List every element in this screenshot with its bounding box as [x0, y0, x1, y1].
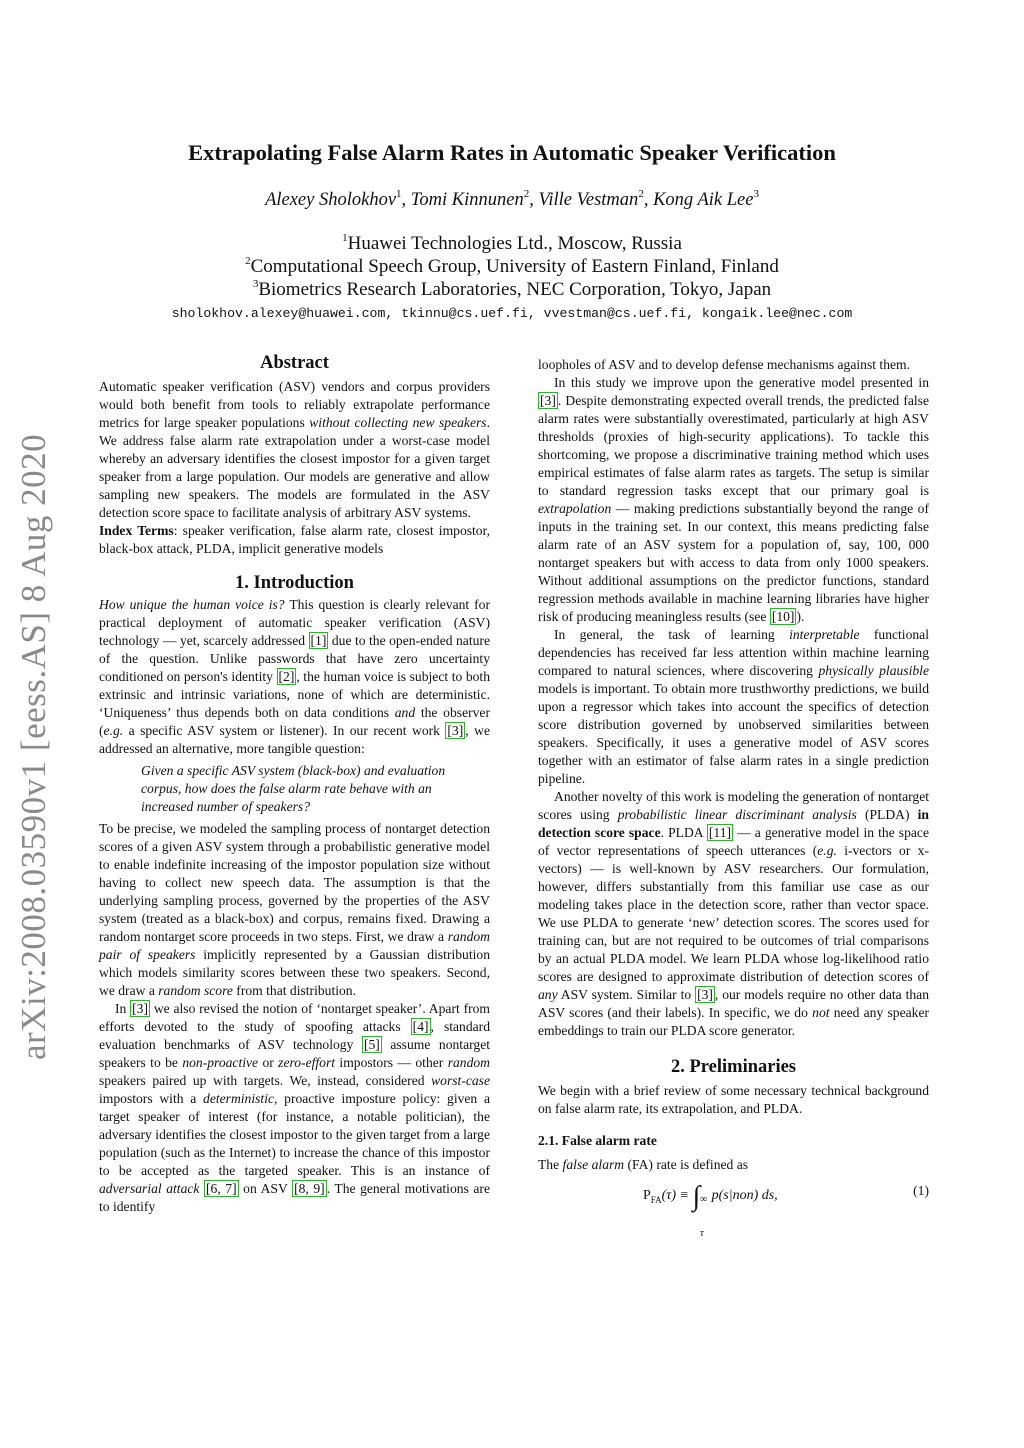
affiliation-2-text: Computational Speech Group, University of Eastern Finland, Finland	[250, 256, 779, 277]
preliminaries-heading: 2. Preliminaries	[670, 1057, 797, 1077]
intro-paragraph-5: In general, the task of learning interpretable functional dependencies has received far less attention within machine learning compared to natural sciences, where discovering physically plausible models is important. To obtain more trusthworthy predictions, we build upon a regressor which takes into account the specifics of detection score distribution governed by unobserved similarities between speakers. Specifically, it uses a generative model of ASV scores together with an estimator of false alarm rates in a single prediction pipeline.	[538, 627, 929, 786]
citation-link[interactable]: [3]	[697, 987, 713, 1002]
false-alarm-subheading: 2.1. False alarm rate	[538, 1133, 657, 1148]
right-column	[538, 356, 930, 1239]
intro-paragraph-1: How unique the human voice is? This question is clearly relevant for practical deployment of automatic speaker verification (ASV) technology — yet, scarcely addressed [1] due to the open-ended nature of the question. Unlike passwords that have zero uncertainty conditioned on person's identity [2] , the human voice is subject to both extrinsic and intrinsic variations, none of which are deterministic. ‘Uniqueness’ thus depends both on data conditions and the observer (e.g. a specific ASV system or listener). In our recent work [3] , we addressed an alternative, more tangible question:	[99, 597, 490, 756]
equation-expression: $P_{FA}(\tau)$ ≡ ∫ ∞ τ p(s|non) ds,	[643, 1182, 778, 1209]
author-1-affil: 1	[396, 188, 402, 200]
index-terms: Index Terms: speaker verification, false alarm rate, closest impostor, black-box attack, PLDA, implicit generative models	[99, 523, 490, 556]
abstract-body: Automatic speaker verification (ASV) vendors and corpus providers would both benefit from tools to reliably extrapolate performance metrics for large speaker populations without collecting new speakers. We address false alarm rate extrapolation under a worst-case model whereby an adversary identifies the closest impostor for a given target speaker from a large population. Our models are generative and allow sampling new speakers. The models are formulated in the ASV detection score space to facilitate analysis of arbitrary ASV systems.	[99, 379, 490, 520]
author-4: , Kong Aik Lee	[643, 190, 754, 210]
intro-paragraph-3: In [3] we also revised the notion of ‘nontarget speaker’. Apart from efforts devoted to the study of spoofing attacks [4] , standard evaluation benchmarks of ASV technology [5] assume nontarget speakers to be non-proactive or zero-effort impostors — other random speakers paired up with targets. We, instead, considered worst-case impostors with a deterministic, proactive imposture policy: given a target speaker of interest (for instance, a notable politician), the adversary identifies the closest impostor to the given target from a large population (such as the Internet) to increase the chance of this impostor to be accepted as the targeted speaker. This is an instance of adversarial attack [6, 7] on ASV [8, 9] . The general motivations are to identify	[99, 1001, 491, 1214]
citation-link[interactable]: [8, 9]	[294, 1181, 325, 1196]
affiliation-2	[0, 255, 1024, 278]
affiliation-1-mark: 1	[342, 232, 348, 244]
citation-link[interactable]: [10]	[771, 609, 795, 624]
intro-heading: 1. Introduction	[235, 573, 354, 593]
lower-limit: τ	[700, 1228, 704, 1239]
author-list	[0, 188, 1024, 211]
citation-link[interactable]: [2]	[278, 669, 295, 684]
intro-paragraph-4: In this study we improve upon the generative model presented in [3] . Despite demonstrating expected overall trends, the predicted false alarm rates were substantially overestimated, particularly at high ASV thresholds (proxies of high-security applications). To tackle this shortcoming, we propose a discriminative training method which uses empirical estimates of false alarm rates as targets. The setup is similar to standard regression tasks except that our primary goal is extrapolation — making predictions substantially beyond the range of inputs in the training set. In our context, this means predicting false alarm rate of an ASV system for a population of, say, 100, 000 nontarget speakers but with access to data from only 1000 speakers. Without additional assumptions on the predictor functions, standard regression methods available in machine learning libraries have higher risk of producing meaningless results (see [10] ).	[538, 375, 929, 624]
affiliation-3-text: Biometrics Research Laboratories, NEC Corporation, Tokyo, Japan	[258, 279, 772, 300]
affiliation-3-mark: 3	[252, 278, 259, 290]
upper-limit: ∞	[700, 1194, 708, 1205]
author-1: Alexey Sholokhov	[265, 190, 397, 210]
author-3-affil: 2	[638, 188, 644, 200]
equation-1	[538, 1176, 929, 1239]
citation-link[interactable]: [3]	[132, 1001, 148, 1016]
author-emails: sholokhov.alexey@huawei.com, tkinnu@cs.uef.fi, vvestman@cs.uef.fi, kongaik.lee@nec.com	[171, 306, 853, 321]
affiliation-1-text: Huawei Technologies Ltd., Moscow, Russia	[347, 233, 682, 254]
author-4-affil: 3	[753, 188, 759, 200]
intro-paragraph-3-continued: loopholes of ASV and to develop defense mechanisms against them.	[538, 357, 910, 372]
integral-sign: ∫	[692, 1181, 701, 1212]
citation-link[interactable]: [5]	[363, 1037, 380, 1052]
false-alarm-definition: The false alarm (FA) rate is defined as	[538, 1157, 749, 1172]
abstract-heading: Abstract	[260, 353, 329, 373]
citation-link[interactable]: [11]	[708, 825, 732, 840]
author-2-affil: 2	[523, 188, 530, 200]
paper-title: Extrapolating False Alarm Rates in Automatic Speaker Verification	[188, 140, 836, 165]
intro-paragraph-6: Another novelty of this work is modeling the generation of nontarget scores using probabilistic linear discriminant analysis (PLDA) in detection score space. PLDA [11] — a generative model in the space of vector representations of speech utterances (e.g. i-vectors or x-vectors) — is well-known by ASV researchers. Our formulation, however, differs substantially from this familiar use case as our modeling takes place in the detection score, rather than vector space. We use PLDA to generate ‘new’ detection scores. The scores used for training can, but are not required to be outcomes of trial comparisons by an actual PLDA model. We learn PLDA whose log-likelihood ratio scores are designed to approximate distribution of detection scores of any ASV system. Similar to [3] , our models require no other data than ASV scores (and their labels). In specific, we do not need any speaker embeddings to train our PLDA score generator.	[538, 789, 930, 1038]
citation-link[interactable]: [3]	[447, 723, 464, 738]
citation-link[interactable]: [3]	[540, 393, 556, 408]
author-2: , Tomi Kinnunen	[401, 190, 524, 210]
citation-link[interactable]: [1]	[310, 633, 327, 648]
preliminaries-intro: We begin with a brief review of some necessary technical background on false alarm rate, its extrapolation, and PLDA.	[538, 1083, 929, 1116]
citation-link[interactable]: [4]	[412, 1019, 429, 1034]
affiliation-2-mark: 2	[245, 255, 251, 267]
author-3: , Ville Vestman	[529, 190, 639, 210]
arxiv-identifier: arXiv:2008.03590v1 [eess.AS] 8 Aug 2020	[14, 433, 53, 1060]
left-column	[99, 350, 490, 1216]
affiliation-1	[0, 232, 1024, 255]
affiliation-3	[0, 278, 1024, 301]
research-question-quote: Given a specific ASV system (black-box) and evaluation corpus, how does the false alarm rate behave with an increased number of speakers?	[141, 763, 446, 814]
intro-paragraph-2: To be precise, we modeled the sampling process of nontarget detection scores of a given ASV system through a probabilistic generative model to enable indefinite increasing of the impostor population size without having to collect new speech data. The assumption is that the underlying sampling process, governed by the properties of the ASV system (treated as a black-box) and corpus, remains fixed. Drawing a random nontarget score proceeds in two steps. First, we draw a random pair of speakers implicitly represented by a Gaussian distribution which models similarity scores between these two speakers. Second, we draw a random score from that distribution.	[99, 821, 490, 998]
equation-number: (1)	[913, 1183, 929, 1198]
citation-link[interactable]: [6, 7]	[206, 1181, 237, 1196]
